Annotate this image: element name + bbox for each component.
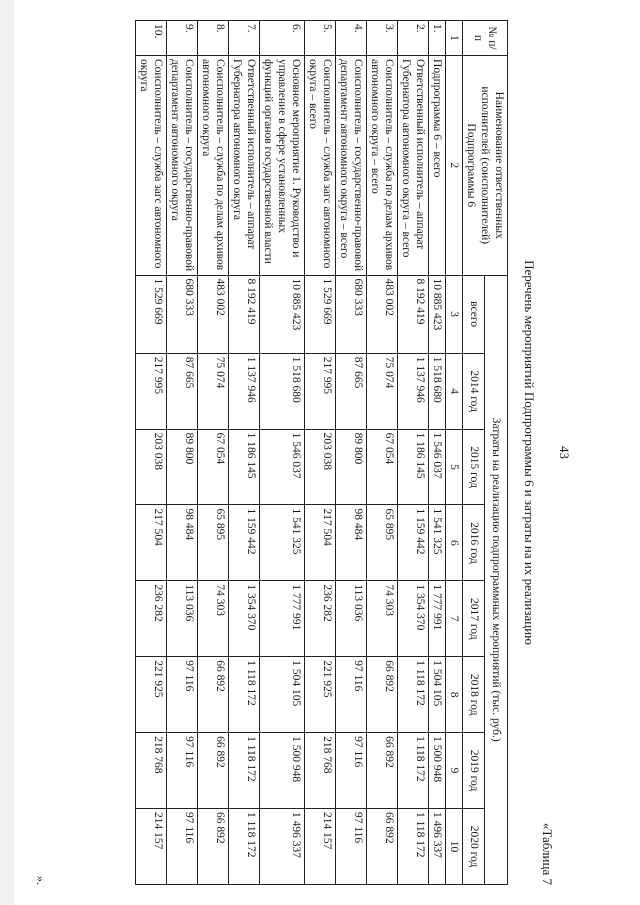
row-year-value: 65 895: [366, 505, 397, 581]
row-number: 3.: [366, 21, 397, 56]
header-year: 2020 год: [462, 808, 485, 884]
row-year-value: 1 504 105: [259, 657, 304, 733]
row-name: Соисполнитель – служба по делам архивов автономного округа – всего: [366, 56, 397, 275]
row-year-value: 113 036: [335, 581, 366, 657]
header-year: 2019 год: [462, 733, 485, 809]
row-year-value: 1 354 370: [228, 581, 259, 657]
column-index: 7: [445, 581, 462, 657]
row-year-value: 218 768: [304, 733, 335, 809]
row-year-value: 214 157: [135, 808, 166, 884]
document-title: Перечень мероприятий Подпрограммы 6 и затраты на их реализацию: [522, 260, 537, 645]
column-index: 5: [445, 429, 462, 505]
row-total: 10 885 423: [428, 275, 445, 353]
row-year-value: 87 665: [166, 353, 197, 429]
header-subprogram: Подпрограммы 6: [464, 123, 477, 208]
row-total: 8 192 419: [397, 275, 428, 353]
row-year-value: 87 665: [335, 353, 366, 429]
column-index: 9: [445, 733, 462, 809]
row-total: 1 529 669: [135, 275, 166, 353]
header-total: всего: [462, 275, 485, 353]
row-year-value: 97 116: [335, 657, 366, 733]
row-year-value: 217 995: [135, 353, 166, 429]
row-year-value: 218 768: [135, 733, 166, 809]
row-number: 5.: [304, 21, 335, 56]
row-number: 2.: [397, 21, 428, 56]
row-name: Основное мероприятие 1. Руководство и управление в сфере установленных функций органов государственной власти: [259, 56, 304, 275]
row-year-value: 66 892: [197, 733, 228, 809]
column-index: 1: [445, 21, 462, 56]
row-number: 1.: [428, 21, 445, 56]
row-year-value: 97 116: [335, 808, 366, 884]
row-year-value: 217 995: [304, 353, 335, 429]
table-row: [228, 21, 259, 885]
row-year-value: 1 518 680: [428, 353, 445, 429]
header-name: [462, 56, 507, 275]
row-year-value: 1 496 337: [428, 808, 445, 884]
table-row: [335, 21, 366, 885]
row-year-value: 89 800: [335, 429, 366, 505]
header-year: 2018 год: [462, 657, 485, 733]
column-index: 4: [445, 353, 462, 429]
table-row: [397, 21, 428, 885]
header-year: 2014 год: [462, 353, 485, 429]
scan-edge: [0, 0, 14, 905]
row-year-value: 89 800: [166, 429, 197, 505]
row-year-value: 1 500 948: [259, 733, 304, 809]
row-year-value: 1 137 946: [397, 353, 428, 429]
row-year-value: 1 546 037: [259, 429, 304, 505]
row-year-value: 217 504: [135, 505, 166, 581]
row-year-value: 1 118 172: [228, 733, 259, 809]
column-index: 2: [445, 56, 462, 275]
row-year-value: 66 892: [366, 808, 397, 884]
row-year-value: 1 504 105: [428, 657, 445, 733]
row-number: 4.: [335, 21, 366, 56]
row-name: Соисполнитель – государственно-правовой департамент автономного округа – всего: [335, 56, 366, 275]
row-number: 6.: [259, 21, 304, 56]
row-year-value: 1 541 325: [259, 505, 304, 581]
row-year-value: 97 116: [335, 733, 366, 809]
row-total: 680 333: [166, 275, 197, 353]
table-row: [304, 21, 335, 885]
row-total: 483 002: [366, 275, 397, 353]
row-year-value: 1 137 946: [228, 353, 259, 429]
row-year-value: 236 282: [304, 581, 335, 657]
column-index: 3: [445, 275, 462, 353]
table-row: [259, 21, 304, 885]
row-total: 8 192 419: [228, 275, 259, 353]
column-index-row: [445, 21, 462, 885]
row-year-value: 221 925: [304, 657, 335, 733]
row-year-value: 74 303: [366, 581, 397, 657]
row-year-value: 1 118 172: [397, 657, 428, 733]
row-name: Соисполнитель – государственно-правовой департамент автономного округа: [166, 56, 197, 275]
row-year-value: 66 892: [197, 808, 228, 884]
table-label: «Таблица 7: [540, 822, 555, 885]
row-total: 680 333: [335, 275, 366, 353]
header-name-label: Наименование ответственных исполнителей (соисполнителей): [478, 86, 505, 245]
column-index: 8: [445, 657, 462, 733]
row-year-value: 221 925: [135, 657, 166, 733]
row-year-value: 67 054: [197, 429, 228, 505]
row-year-value: 74 303: [197, 581, 228, 657]
row-name: Ответственный исполнитель – аппарат Губернатора автономного округа: [228, 56, 259, 275]
table-row: [428, 21, 445, 885]
row-year-value: 203 038: [304, 429, 335, 505]
expenditure-table: [135, 20, 508, 885]
row-number: 8.: [197, 21, 228, 56]
row-year-value: 1 546 037: [428, 429, 445, 505]
row-year-value: 1 500 948: [428, 733, 445, 809]
column-index: 10: [445, 808, 462, 884]
row-number: 7.: [228, 21, 259, 56]
row-year-value: 214 157: [304, 808, 335, 884]
header-year: 2016 год: [462, 505, 485, 581]
header-year: 2015 год: [462, 429, 485, 505]
row-year-value: 1 354 370: [397, 581, 428, 657]
table-row: [366, 21, 397, 885]
row-name: Соисполнитель – служба загс автономного округа – всего: [304, 56, 335, 275]
row-year-value: 66 892: [197, 657, 228, 733]
row-number: 10.: [135, 21, 166, 56]
column-index: 6: [445, 505, 462, 581]
row-year-value: 1 118 172: [228, 808, 259, 884]
table-row: [197, 21, 228, 885]
row-year-value: 97 116: [166, 733, 197, 809]
row-year-value: 98 484: [166, 505, 197, 581]
row-year-value: 217 504: [304, 505, 335, 581]
row-year-value: 98 484: [335, 505, 366, 581]
table-row: [166, 21, 197, 885]
row-year-value: 97 116: [166, 657, 197, 733]
row-name: Подпрограмма 6 – всего: [428, 56, 445, 275]
row-year-value: 75 074: [197, 353, 228, 429]
row-year-value: 1 118 172: [397, 808, 428, 884]
row-year-value: 1 118 172: [228, 657, 259, 733]
header-costs: Затраты на реализацию подпрограммных мероприятий (тыс. руб.): [485, 275, 508, 885]
row-name: Соисполнитель – служба по делам архивов автономного округа: [197, 56, 228, 275]
row-name: Ответственный исполнитель – аппарат Губернатора автономного округа – всего: [397, 56, 428, 275]
row-year-value: 113 036: [166, 581, 197, 657]
header-year: 2017 год: [462, 581, 485, 657]
row-year-value: 1 186 145: [228, 429, 259, 505]
row-total: 10 885 423: [259, 275, 304, 353]
rotated-page: [32, 20, 580, 885]
row-year-value: 67 054: [366, 429, 397, 505]
row-year-value: 66 892: [366, 733, 397, 809]
row-year-value: 203 038: [135, 429, 166, 505]
row-year-value: 66 892: [366, 657, 397, 733]
header-num: № п/п: [462, 21, 507, 56]
table-row: [135, 21, 166, 885]
row-year-value: 1 541 325: [428, 505, 445, 581]
row-year-value: 1 518 680: [259, 353, 304, 429]
row-year-value: 75 074: [366, 353, 397, 429]
row-total: 1 529 669: [304, 275, 335, 353]
row-year-value: 236 282: [135, 581, 166, 657]
row-year-value: 1 118 172: [397, 733, 428, 809]
closing-quote: ».: [34, 876, 48, 885]
row-year-value: 1 777 991: [259, 581, 304, 657]
row-year-value: 1 159 442: [397, 505, 428, 581]
row-year-value: 1 777 991: [428, 581, 445, 657]
row-name: Соисполнитель – служба загс автономного округа: [135, 56, 166, 275]
row-year-value: 1 186 145: [397, 429, 428, 505]
row-number: 9.: [166, 21, 197, 56]
row-year-value: 1 496 337: [259, 808, 304, 884]
row-year-value: 65 895: [197, 505, 228, 581]
row-total: 483 002: [197, 275, 228, 353]
page-number: 43: [557, 446, 572, 459]
row-year-value: 1 159 442: [228, 505, 259, 581]
row-year-value: 97 116: [166, 808, 197, 884]
